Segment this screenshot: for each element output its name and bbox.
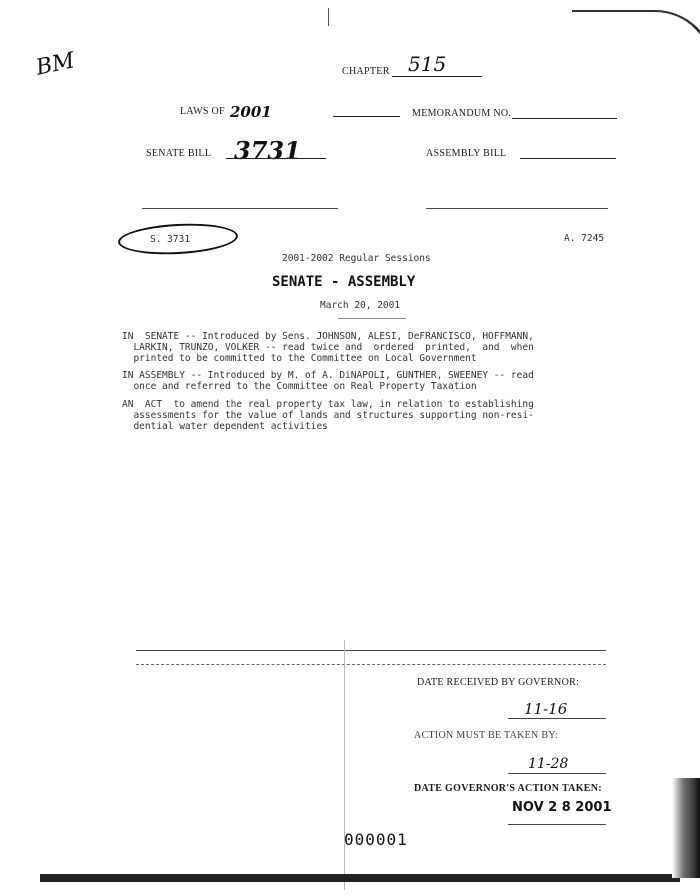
assembly-bill-label: ASSEMBLY BILL xyxy=(426,148,507,159)
divider-line-1 xyxy=(136,650,606,651)
chapter-label: CHAPTER xyxy=(342,66,390,77)
blank-line-right xyxy=(426,208,608,209)
center-fold-mark xyxy=(344,640,345,890)
senate-bill-line xyxy=(226,148,326,159)
session-line: 2001-2002 Regular Sessions xyxy=(282,253,431,264)
handwritten-initials: BM xyxy=(33,48,77,81)
action-taken-label: DATE GOVERNOR'S ACTION TAKEN: xyxy=(414,783,602,794)
laws-of-label: LAWS OF xyxy=(180,106,225,117)
assembly-id: A. 7245 xyxy=(564,233,605,244)
action-taken-stamp: NOV 2 8 2001 xyxy=(512,800,612,815)
date-received-line xyxy=(508,718,606,719)
senate-bill-value: 3731 xyxy=(234,136,301,165)
date-line: March 20, 2001 xyxy=(320,300,401,311)
assembly-bill-line xyxy=(520,148,616,159)
senate-id: S. 3731 xyxy=(150,234,191,245)
memorandum-line xyxy=(512,106,617,119)
senate-bill-label: SENATE BILL xyxy=(146,148,212,159)
laws-of-line xyxy=(333,104,400,117)
date-received-label: DATE RECEIVED BY GOVERNOR: xyxy=(417,677,580,688)
action-must-value: 11-28 xyxy=(528,756,569,772)
action-must-label: ACTION MUST BE TAKEN BY: xyxy=(414,730,559,741)
assembly-introduction-paragraph: IN ASSEMBLY -- Introduced by M. of A. DiNAPOLI, GUNTHER, SWEENEY -- read once and referred to the Committee on Real Property Taxation xyxy=(122,370,534,392)
laws-of-value: 2001 xyxy=(230,103,272,121)
top-tick-mark xyxy=(328,8,329,26)
date-received-value: 11-16 xyxy=(524,700,568,718)
senate-introduction-paragraph: IN SENATE -- Introduced by Sens. JOHNSON, ALESI, DeFRANCISCO, HOFFMANN, LARKIN, TRUNZO, VOLKER -- read twice and ordered printed, and when printed to be committed to the Committee on Local Government xyxy=(122,331,534,364)
act-description-paragraph: AN ACT to amend the real property tax law, in relation to establishing assessments for the value of lands and structures supporting non-resi- dential water dependent activities xyxy=(122,399,534,432)
date-underline xyxy=(338,318,406,319)
corner-curl-top-right xyxy=(572,10,700,112)
blank-line-left xyxy=(142,208,338,209)
chapter-value: 515 xyxy=(408,52,447,76)
senate-assembly-heading: SENATE - ASSEMBLY xyxy=(272,274,416,290)
action-taken-line xyxy=(508,824,606,825)
action-must-line xyxy=(508,773,606,774)
divider-line-2 xyxy=(136,664,606,665)
bottom-scan-edge xyxy=(40,874,680,882)
memorandum-label: MEMORANDUM NO. xyxy=(412,108,512,119)
page-number: 000001 xyxy=(344,830,408,849)
corner-curl-bottom-right xyxy=(672,778,700,878)
